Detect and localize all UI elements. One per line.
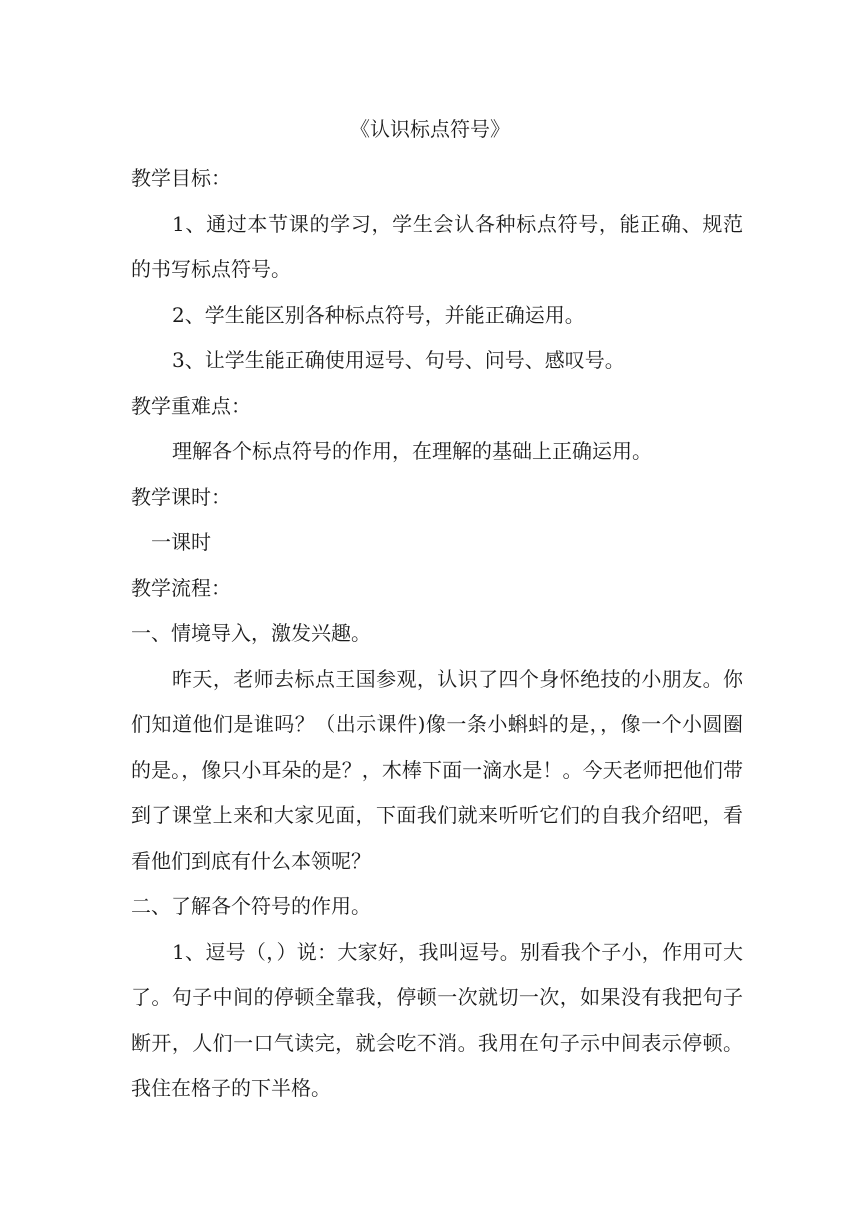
goal-item-1: 1、通过本节课的学习，学生会认各种标点符号，能正确、规范的书写标点符号。 (131, 211, 743, 281)
section-heading-2: 二、了解各个符号的作用。 (131, 894, 371, 918)
class-hours-text: 一课时 (151, 530, 211, 554)
goal-item-2: 2、学生能区别各种标点符号，并能正确运用。 (172, 302, 585, 327)
section-1-paragraph: 昨天，老师去标点王国参观，认识了四个身怀绝技的小朋友。你们知道他们是谁吗？（出示课件)像一条小蝌蚪的是，，像一个小圆圈的是。，像只小耳朵的是？，木棒下面一滴水是！。今天老师把他们带到了课堂上来和大家见面，下面我们就来听听它们的自我介绍吧，看看他们到底有什么本领呢？ (131, 666, 743, 873)
heading-teaching-goals: 教学目标： (131, 166, 231, 190)
document-title: 《认识标点符号》 (350, 117, 510, 141)
heading-class-hours: 教学课时： (131, 484, 231, 509)
document-body (131, 156, 743, 1112)
heading-teaching-process: 教学流程： (131, 575, 231, 600)
goal-item-3: 3、让学生能正确使用逗号、句号、问号、感叹号。 (172, 348, 625, 372)
heading-key-points: 教学重难点： (131, 393, 251, 418)
key-points-text: 理解各个标点符号的作用，在理解的基础上正确运用。 (172, 439, 652, 463)
section-heading-1: 一、情境导入，激发兴趣。 (131, 621, 371, 645)
section-2-paragraph: 1、逗号（，）说：大家好，我叫逗号。别看我个子小，作用可大了。句子中间的停顿全靠我，停顿一次就切一次，如果没有我把句子断开，人们一口气读完，就会吃不消。我用在句子示中间表示停顿。我住在格子的下半格。 (131, 939, 743, 1100)
